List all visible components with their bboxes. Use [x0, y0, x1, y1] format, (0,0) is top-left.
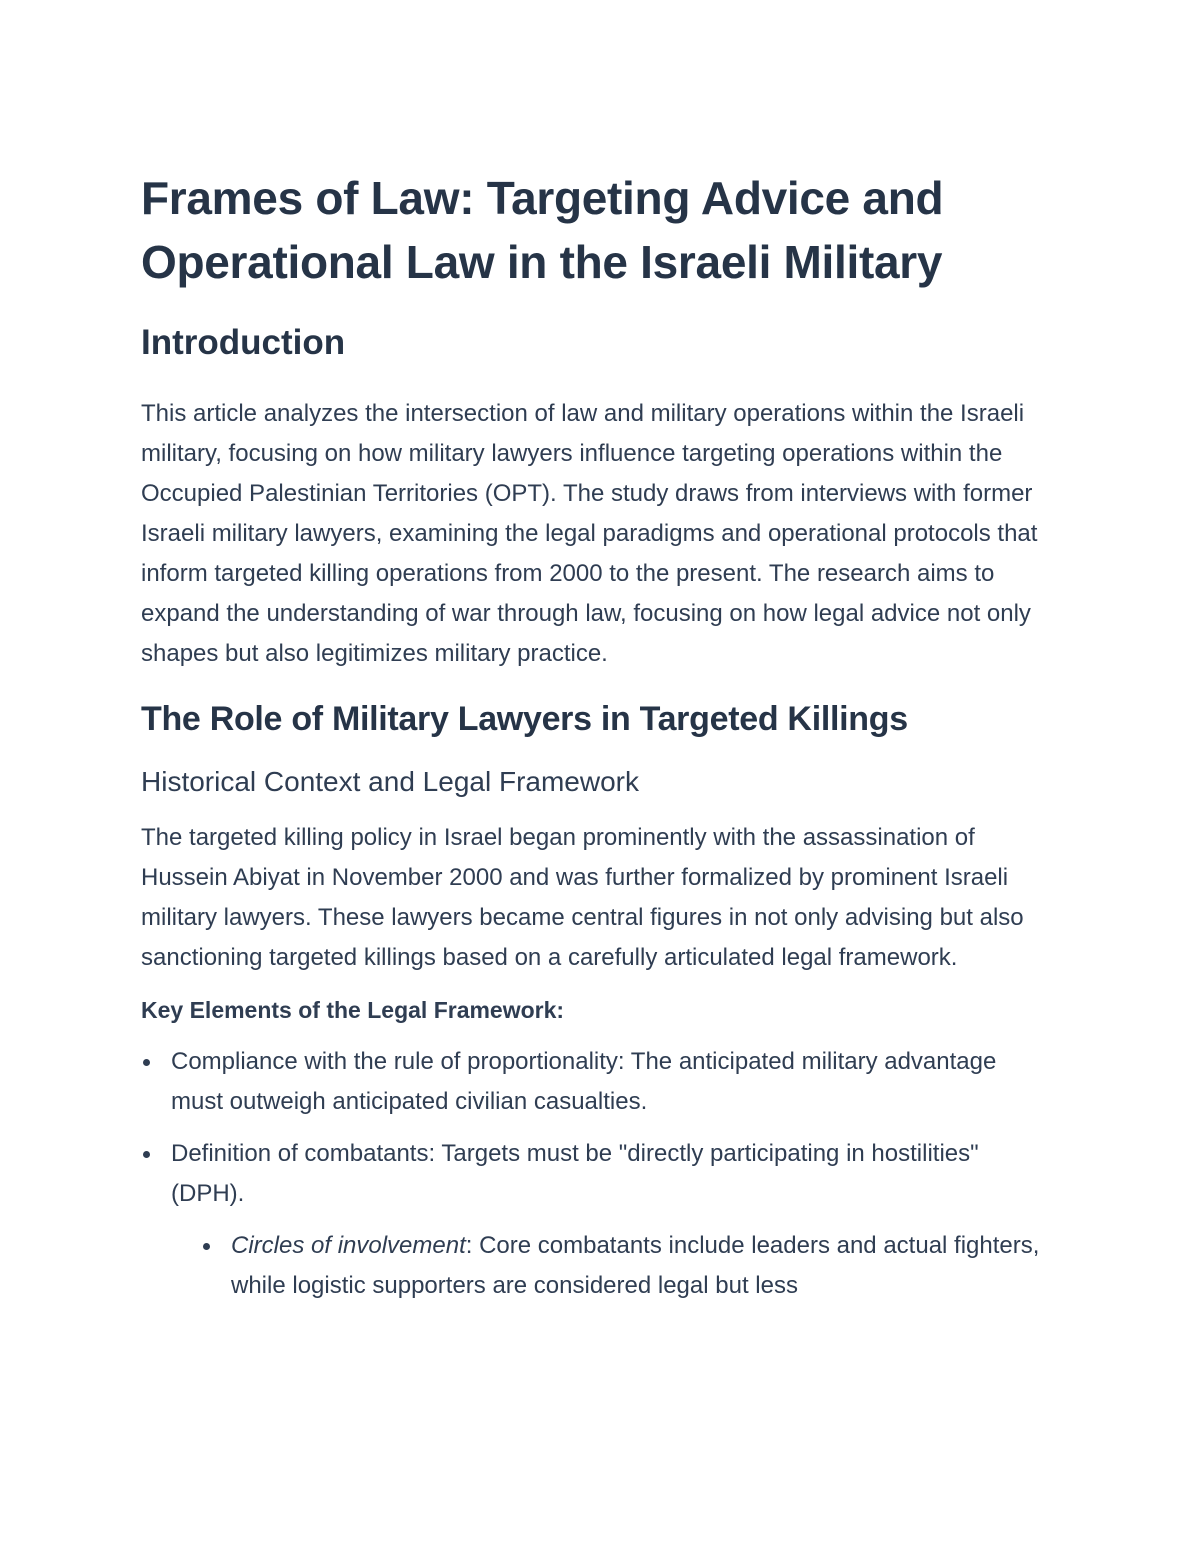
historical-context-heading: Historical Context and Legal Framework: [141, 766, 639, 797]
list-item-text: Compliance with the rule of proportionality: The anticipated military advantage must outweigh anticipated civilian casualties.: [171, 1048, 997, 1115]
introduction-heading: Introduction: [141, 323, 346, 362]
introduction-paragraph: This article analyzes the intersection of law and military operations within the Israeli military, focusing on how military lawyers influence targeting operations within the Occupied Palestinian Territories (OPT). The study draws from interviews with former Israeli military lawyers, examining the legal paradigms and operational protocols that inform targeted killing operations from 2000 to the present. The research aims to expand the understanding of war through law, focusing on how legal advice not only shapes but also legitimizes military practice.: [141, 400, 1038, 667]
sub-list-item-label: Circles of involvement: [231, 1232, 466, 1259]
bullet-icon: [143, 1151, 150, 1158]
bullet-icon: [203, 1243, 210, 1250]
document-page: [141, 166, 1051, 1318]
historical-context-paragraph: The targeted killing policy in Israel began prominently with the assassination of Hussein Abiyat in November 2000 and was further formalized by prominent Israeli military lawyers. These lawyers became central figures in not only advising but also sanctioning targeted killings based on a carefully articulated legal framework.: [141, 824, 1024, 971]
sub-list-item-text: : Core combatants include leaders and actual fighters, while logistic supporters are considered legal but less: [231, 1232, 1040, 1299]
list-item: [141, 1134, 1051, 1306]
bullet-icon: [143, 1059, 150, 1066]
document-title: Frames of Law: Targeting Advice and Operational Law in the Israeli Military: [141, 172, 944, 288]
key-elements-list: [141, 1042, 1051, 1306]
key-elements-heading: Key Elements of the Legal Framework:: [141, 997, 565, 1023]
sub-list: [171, 1226, 1051, 1306]
role-section-heading: The Role of Military Lawyers in Targeted Killings: [141, 700, 908, 738]
list-item-text: Definition of combatants: Targets must be "directly participating in hostilities" (DPH).: [171, 1140, 979, 1207]
sub-list-item: [201, 1226, 1051, 1306]
list-item: [141, 1042, 1051, 1122]
